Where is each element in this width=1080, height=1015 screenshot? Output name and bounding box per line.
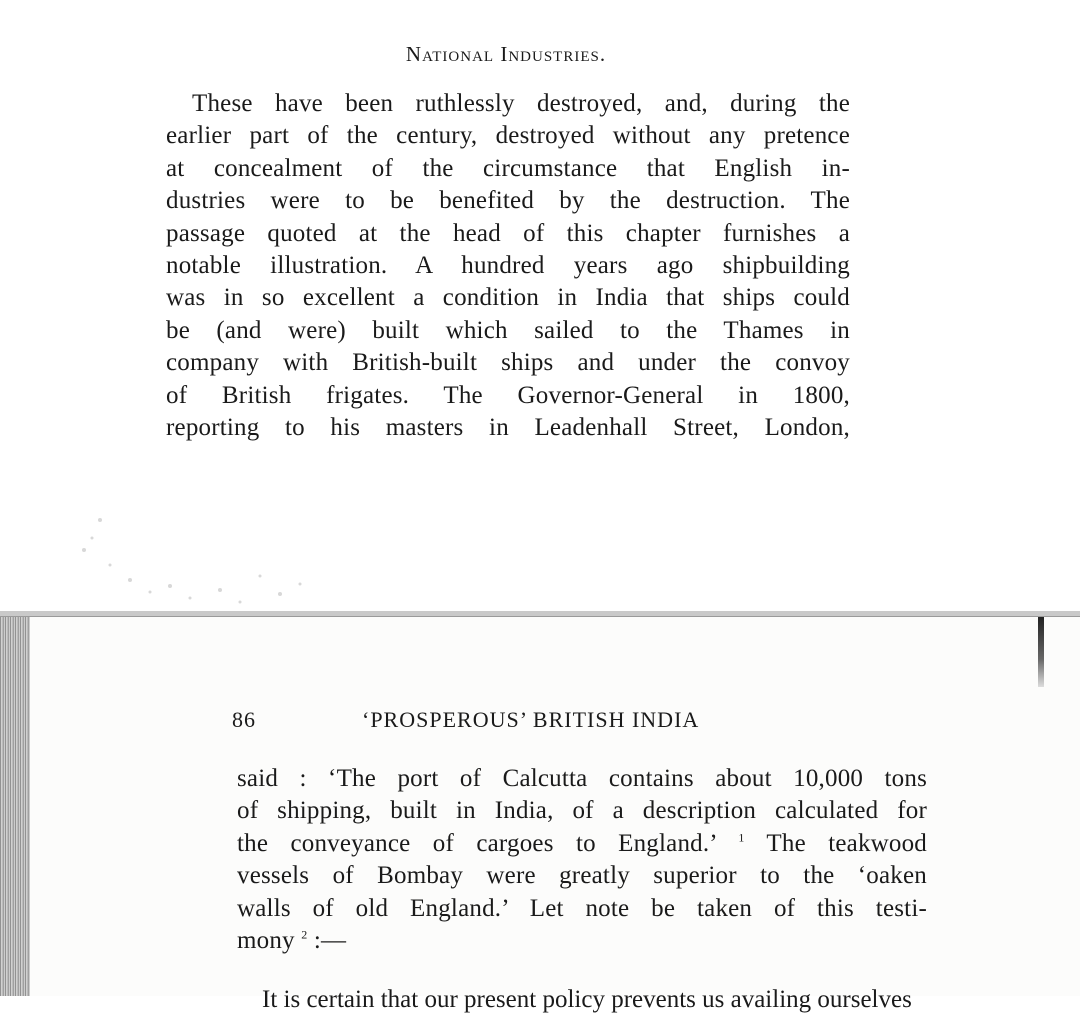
footnote-marker[interactable]: 2: [301, 927, 308, 942]
cut-off-text-line: It is certain that our present policy prevents us availing ourselves: [262, 986, 912, 1013]
running-head-prosperous-british-india: ‘PROSPEROUS’ BRITISH INDIA: [362, 707, 700, 732]
text-line-with-footnote: [237, 828, 927, 860]
text-line: earlier part of the century, destroyed without any pretence: [166, 122, 850, 150]
text-segment: mony: [237, 927, 295, 955]
text-line: reporting to his masters in Leadenhall Street, London,: [166, 414, 850, 442]
text-line: notable illustration. A hundred years ago shipbuilding: [166, 252, 850, 280]
text-line: These have been ruthlessly destroyed, and, during the: [192, 90, 850, 117]
text-line: at concealment of the circumstance that English in-: [166, 154, 850, 182]
text-line: be (and were) built which sailed to the Thames in: [166, 316, 850, 344]
book-binding-shadow-left: [0, 617, 30, 996]
page-number: 86: [232, 707, 256, 732]
text-line: of shipping, built in India, of a description calculated for: [237, 797, 927, 825]
top-page-paragraph: [166, 88, 850, 444]
text-segment: :—: [313, 927, 347, 955]
footnote-marker[interactable]: 1: [738, 830, 745, 845]
running-head-national-industries: National Industries.: [405, 42, 607, 66]
text-line: of British frigates. The Governor-General in 1800,: [166, 381, 850, 409]
scan-noise-specks: [70, 510, 310, 610]
text-line: vessels of Bombay were greatly superior to the ‘oaken: [237, 862, 927, 890]
text-line-with-footnote: [237, 925, 927, 957]
text-line: company with British-built ships and under the convoy: [166, 349, 850, 377]
text-segment: the conveyance of cargoes to England.’: [237, 829, 716, 857]
book-binding-shadow-right: [1038, 617, 1044, 687]
text-line: said : ‘The port of Calcutta contains about 10,000 tons: [237, 765, 927, 792]
text-line: dustries were to be benefited by the destruction. The: [166, 187, 850, 215]
bottom-page-paragraph: [237, 763, 927, 957]
text-line: walls of old England.’ Let note be taken of this testi-: [237, 894, 927, 922]
bottom-page-scan: [0, 617, 1080, 1013]
text-segment: The teakwood: [766, 829, 928, 857]
text-line: passage quoted at the head of this chapter furnishes a: [166, 219, 850, 247]
text-line: was in so excellent a condition in India that ships could: [166, 284, 850, 312]
